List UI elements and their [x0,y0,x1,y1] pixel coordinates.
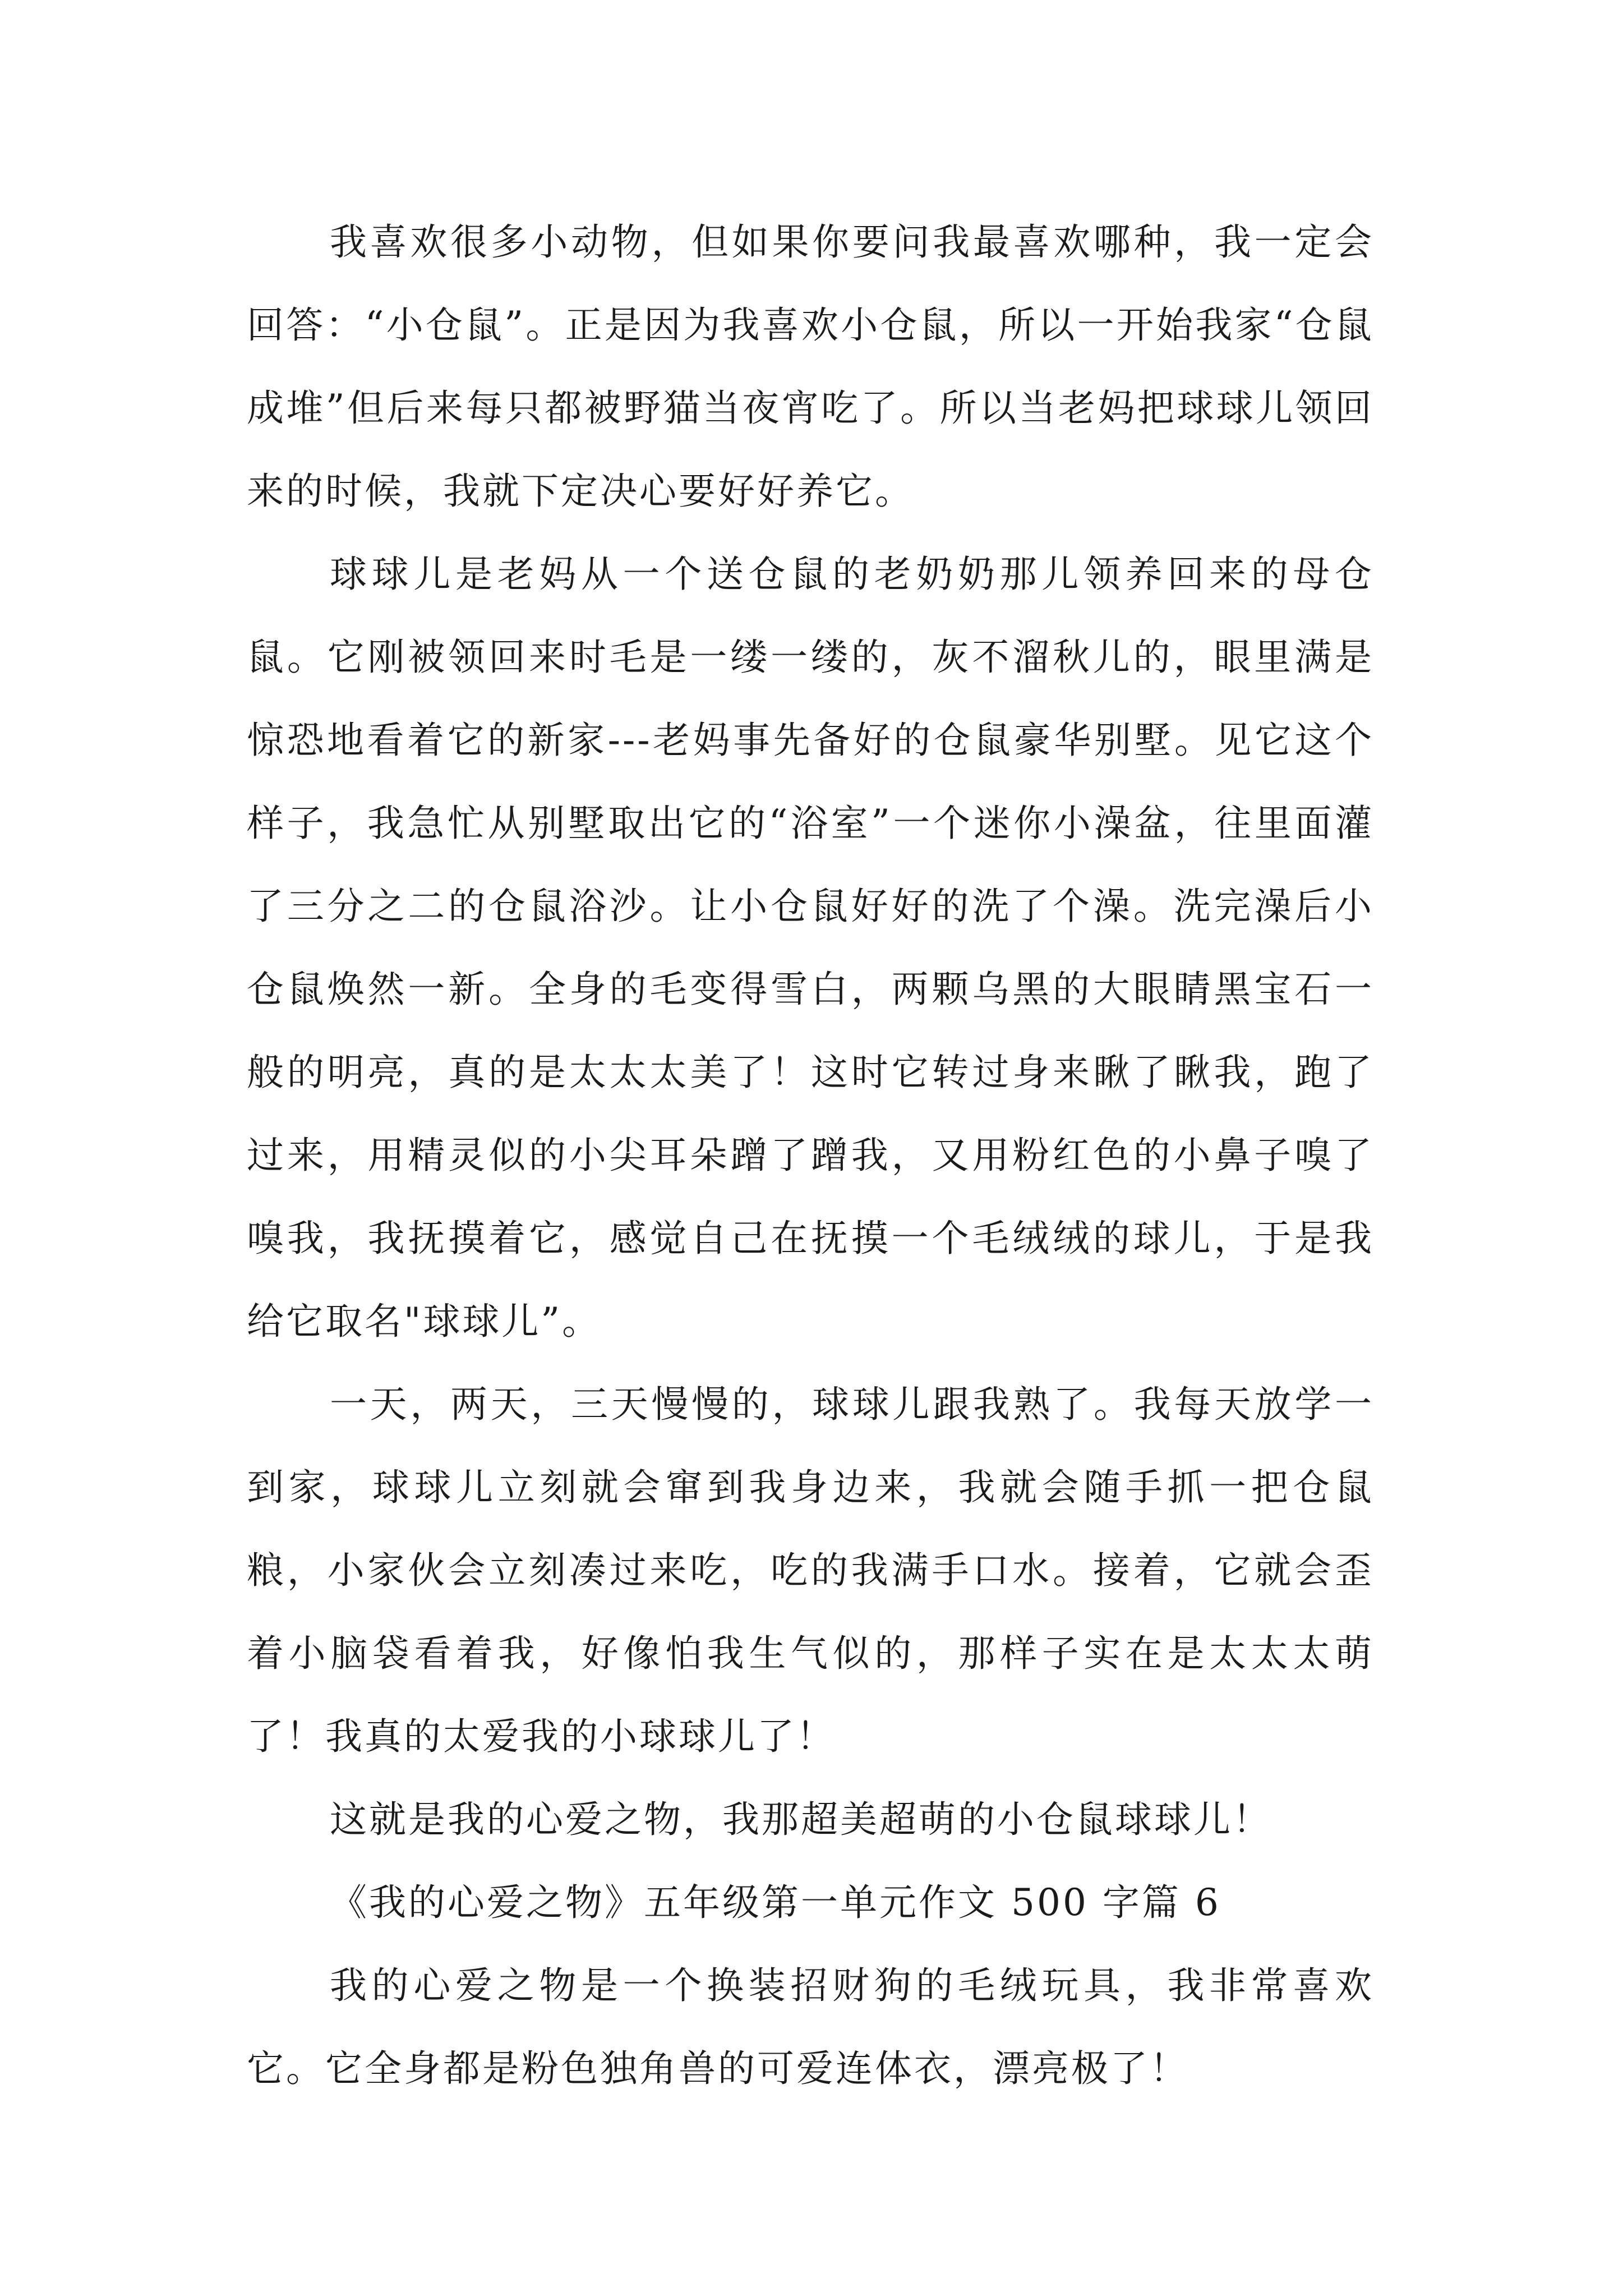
paragraph-4: 这就是我的心爱之物，我那超美超萌的小仓鼠球球儿！ [330,1798,1272,1841]
paragraph-2: 球球儿是老妈从一个送仓鼠的老奶奶那儿领养回来的母仓鼠。它刚被领回来时毛是一缕一缕的，灰不溜秋儿的，眼里满是惊恐地看着它的新家---老妈事先备好的仓鼠豪华别墅。见它这个样子，我急忙从别墅取出它的“浴室”一个迷你小澡盆，往里面灌了三分之二的仓鼠浴沙。让小仓鼠好好的洗了个澡。洗完澡后小仓鼠焕然一新。全身的毛变得雪白，两颗乌黑的大眼睛黑宝石一般的明亮，真的是太太太美了！这时它转过身来瞅了瞅我，跑了过来，用精灵似的小尖耳朵蹭了蹭我，又用粉红色的小鼻子嗅了嗅我，我抚摸着它，感觉自己在抚摸一个毛绒绒的球儿，于是我给它取名"球球儿”。 [247,553,1374,1343]
paragraph-3: 一天，两天，三天慢慢的，球球儿跟我熟了。我每天放学一到家，球球儿立刻就会窜到我身边来，我就会随手抓一把仓鼠粮，小家伙会立刻凑过来吃，吃的我满手口水。接着，它就会歪着小脑袋看着我，好像怕我生气似的，那样子实在是太太太萌了！我真的太爱我的小球球儿了！ [247,1383,1374,1758]
paragraph-5: 我的心爱之物是一个换装招财狗的毛绒玩具，我非常喜欢它。它全身都是粉色独角兽的可爱连体衣，漂亮极了！ [247,1964,1374,2090]
paragraph-1: 我喜欢很多小动物，但如果你要问我最喜欢哪种，我一定会回答：“小仓鼠”。正是因为我喜欢小仓鼠，所以一开始我家“仓鼠成堆”但后来每只都被野猫当夜宵吃了。所以当老妈把球球儿领回来的时候，我就下定决心要好好养它。 [247,220,1374,513]
document-body [247,201,1374,2110]
essay-heading: 《我的心爱之物》五年级第一单元作文 500 字篇 6 [330,1881,1221,1924]
